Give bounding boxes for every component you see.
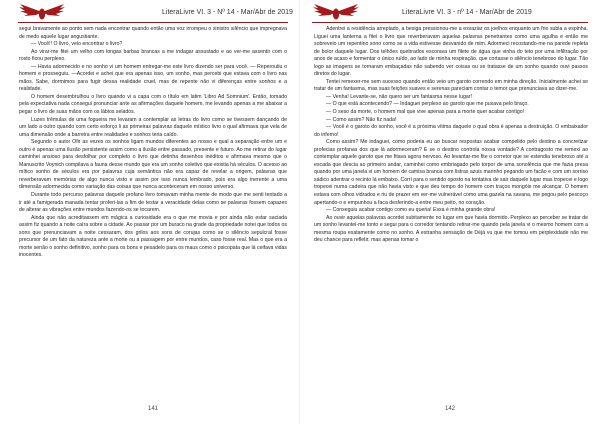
page-number: 142 [444, 406, 455, 412]
right-page-header [312, 3, 588, 21]
paragraph: O homem desembrulhou o livro quando vi a capa com o título em latim 'Libro Ad Somnium'. Então, tomado pela expectativa nada consegui pronunciar ante as afirmações daquele homem, me levando apenas a me abaixar a pegar o livro de suas mãos com os lábios selados. [19, 93, 287, 116]
paragraph: segui bravamente ao ponto sem nada encontrar quando então uma voz irrompeu o sinistro silêncio que impregnava de medo aquele lugar angustiante. [19, 26, 287, 40]
paragraph: Adentrei a residência arrepiado, a bexiga pressionou-me a esvaziar os joelhos enquanto um frio subia a espinha. Liguei uma lanterna a fitei o livro que reverberavam aquelas palavras penetrantes como uma agulha e então me sobreveio um repentino sono como se a vida estivesse desvanido de mim. Adormeci recostando-me na parede repleta de bolor daquele lugar. Dos telhões quebrados escorava um filete de água que vinha do teto por uma infiltração por anos de acaso e formentar o único ruído, ao lado de minha respiração, que cortasse o silêncio tenebroso do lugar. Tão logo as imagens se tornaram embaçadas não sabendo ver coisas ou se tratasse de um sonho quando ouvi passos diretos do lugar. [314, 26, 588, 78]
paragraph: — O seso da morte, o homem mal que vive apenas para a morte quer acabar contigo! [326, 109, 525, 116]
paragraph: — Conseguiu acabar contigo como eu queria! Essa é minha grande obra! [326, 207, 496, 214]
paragraph: Durante todo percurso palavras daquele profano livro tomavam minha mente de modo que me senti tentado a ir até a famigerada manada tentar proferi-las a fim de testar a veracidade delas como se palavras fossem capazes de alterar as vibrações entre mundos fazendo-os se tocarem. [19, 192, 287, 214]
right-page [300, 0, 600, 424]
winged-emblem-icon [312, 3, 360, 21]
paragraph: — Você!! O livro, veio encontrar o livro? [31, 41, 123, 48]
paragraph: Tentei remexer-me sem sucesso quando então veio um garoto correndo em minha direção. Inicialmente achei se tratar de um fantasma, mas suas feições suaves e serenas pareciam contar o temor que prenunciava ao dizer-me. [314, 78, 588, 93]
paragraph: — Como assim? Não fiz nada! [326, 116, 397, 123]
paragraph: — Venha! Levante-se, não quero ser um fantasma nesse lugar! [326, 93, 472, 100]
paragraph: Luzes trêmulas de uma fogueira me levaram a contemplar as letras do livro como se tivessem dançando de um lado a outro quando com certo esforço li as primeiras palavras daquele místico livro o qual afirmava que vela de uma dimensão onde a barreira entre realidades e sonhos teria caído. [19, 116, 287, 138]
winged-emblem-icon [18, 3, 66, 21]
left-page-body [19, 26, 287, 386]
right-page-body [314, 26, 588, 386]
paragraph: — O que está acontecendo? — Indaguei perplexo ao garoto que me puxava pelo braço. [326, 101, 529, 108]
journal-header-title: LiteraLivre VI. 3 - Nº 14 - Mar/Abr de 2019 [162, 8, 293, 16]
paragraph: Ainda que não acreditassem em mágica a curiosidade era o que me movia e por ainda não estar saciada assim fiz quando a noite caíra sobre a cidade. Ao passar por um buraco na grade da propriedade notei que todos os sons que prenunciavam a noite cessaram, dos grilos aos sons de corujas como se o silêncio sepulcral fosse precursor de um fato da natureza ante a morte ou a passagem por entre mundos, caso fosse real. Mas o que era a morte senão o sonho definitivo, sonho para os bons e pesadelo para os maus como o psicopata que lá ceifava vidas inocentes. [19, 214, 287, 259]
paragraph: Ao ouvir aquelas palavras acordei subitamente no lugar em que havia dormido. Perplexo ao perceber se tratar de um sonho levantei-me tonto e segui para o corredor tentando retirar-me quando pela janela vi o mesmo homem com a mesma roupa exatamente como no sonho. A estranha sensação de Déjà vu que me tomou em perplexidade não me deu chance para refletir, mas apenas tomar o [314, 214, 588, 244]
page-number: 141 [147, 406, 158, 412]
paragraph: Ao virar-me fitei um velho com longas barbas brancas a me indagar assustado e ao ver-me assentir com o rosto ficou perplexo. [19, 48, 287, 63]
paragraph: Segundo o autor Ofir as vezes os sonhos ligam mundos diferentes ao nosso e qual a separação entre um e outro é apenas uma ilusão persistente assim como a ilusão entre passado, presente e futuro. Ao me retirar do lugar caminhei ansioso para desfolhar por completo o livro que detinha desenhos inéditos e afirmava mesmo que o Manuscrito Voynich compilava a fauna desse mundo que era um sonho coletivo que existia há séculos. O acesso ao mítico sonho de séculos era por palavras cuja semântica não era capaz de revelar a origem, palavras que reverberavam memórias de algo nunca visto e assim por isso nunca lembrado, pois era algo inerente a uma dimensão adormecida como variação das coisas que nunca aconteceram em nosso universo. [19, 139, 287, 191]
header-divider [312, 22, 588, 23]
left-page-header [18, 3, 293, 21]
paragraph: Como assim? Me indaguei, como poderia eu ao buscar respostas acabar compelido pelo destino a concretizar profecias profanas dos que lá adormeceram? E se o destino controla nossa vontade? A contragosto me remexi ao contemplar aquele garoto que me fitava agora nervoso. Ao levantar-me fite o corretor que se estendia tenebroso até a escada que descia ao primeiro andar, caminhei como embriagado pelo torpor de uma sonolência que me fazia presa quando por uma janela vi um homem de camisa branca com listras azuis marinho pegando um facão e com um sorriso sádico adentrar o recinto lá embaixo. Corri para o sentido oposto na tentativa de sair daquele lugar mas tropecei e logo tropecei numa cadeira que não havia visto e que deu tempo do homem com traços mongóis me alcançar. O homem estava com olhos vidrados e riu de prazer em ver-me vulnerável como uma gazela na savana, me pegou pelo pescoço apertando-o e empunhou a faca desferindo-a entre meu peito, no coração. [314, 139, 588, 206]
header-divider [18, 22, 288, 23]
paragraph: — Havia adormecido e no sonho vi um homem entregar-me este livro dizendo ser para você. — Reperoutiu o homem e prosseguiu. —Acordei e achei que era apenas isso, um sonho, mas percebi que estava com o livro nas mãos. Sabe, dormimos para fugir dessa realidade cruel, mas de repente não vi diferenças entre sonhos e a realidade. [19, 63, 287, 93]
journal-header-title: LiteraLivre VI. 3 - nº 14 - Mar/Abr de 2019 [402, 8, 532, 16]
paragraph: — Você é o garoto do sonho, você é a próxima vítima daquele o qual obra é apenas a destruição. O embaixador do inferno! [314, 124, 588, 138]
